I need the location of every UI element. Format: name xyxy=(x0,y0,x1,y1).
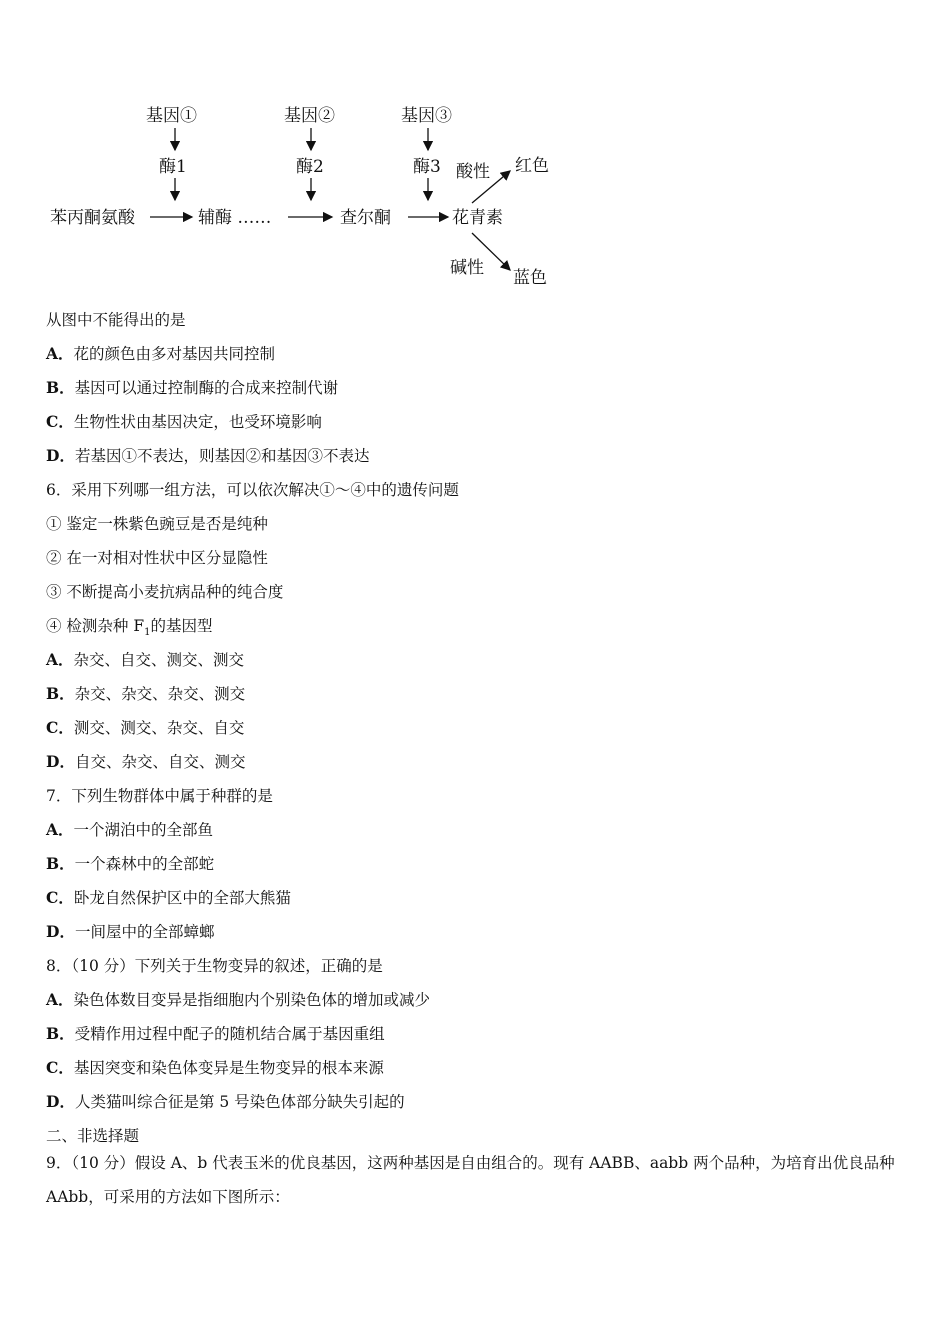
option-text: 卧龙自然保护区中的全部大熊猫 xyxy=(73,889,291,907)
option-letter: C． xyxy=(46,718,74,737)
option-text: 一间屋中的全部蟑螂 xyxy=(74,923,215,941)
q7-option-c xyxy=(46,887,291,909)
option-text: 测交、测交、杂交、自交 xyxy=(73,719,245,737)
option-text: 杂交、杂交、杂交、测交 xyxy=(74,685,246,703)
option-letter: A． xyxy=(46,990,74,1009)
option-text: 若基因①不表达，则基因②和基因③不表达 xyxy=(74,447,370,465)
option-letter: C． xyxy=(46,1058,74,1077)
enzyme1-label: 酶1 xyxy=(159,157,187,177)
option-letter: B． xyxy=(46,684,75,703)
option-text: 生物性状由基因决定，也受环境影响 xyxy=(73,413,322,431)
option-letter: D． xyxy=(46,922,75,941)
option-text: 杂交、自交、测交、测交 xyxy=(73,651,245,669)
q6-stem: 6．采用下列哪一组方法，可以依次解决①～④中的遗传问题 xyxy=(46,481,459,499)
option-letter: D． xyxy=(46,752,75,771)
option-letter: B． xyxy=(46,378,75,397)
q5-option-a xyxy=(46,343,275,365)
option-text: 染色体数目变异是指细胞内个别染色体的增加或减少 xyxy=(73,991,431,1009)
option-text: 基因突变和染色体变异是生物变异的根本来源 xyxy=(73,1059,384,1077)
coenzyme-label: 辅酶 …… xyxy=(198,208,272,228)
q6-item-4-sub: 1 xyxy=(144,627,151,639)
q6-item-4-post: 的基因型 xyxy=(150,617,213,635)
q6-item-4 xyxy=(46,615,213,644)
q6-option-a xyxy=(46,649,244,671)
chalcone-label: 查尔酮 xyxy=(340,208,391,228)
q9-text: 9．（10 分）假设 A、b 代表玉米的优良基因，这两种基因是自由组合的。现有 AABB、aabb 两个品种，为培育出优良品种 AAbb，可采用的方法如下图所示： xyxy=(46,1154,895,1206)
option-letter: B． xyxy=(46,854,75,873)
section-heading: 二、非选择题 xyxy=(46,1127,140,1145)
option-letter: A． xyxy=(46,820,74,839)
q6-option-c xyxy=(46,717,244,739)
gene1-label: 基因① xyxy=(146,106,197,126)
q6-option-b xyxy=(46,683,245,705)
q8-stem: 8．（10 分）下列关于生物变异的叙述，正确的是 xyxy=(46,957,383,975)
red-label: 红色 xyxy=(515,156,549,176)
blue-label: 蓝色 xyxy=(513,268,547,288)
gene2-label: 基因② xyxy=(284,106,335,126)
option-text: 自交、杂交、自交、测交 xyxy=(74,753,246,771)
option-letter: C． xyxy=(46,412,74,431)
q6-item-3: ③ 不断提高小麦抗病品种的纯合度 xyxy=(46,583,284,601)
q5-stem: 从图中不能得出的是 xyxy=(46,311,186,329)
q7-option-b xyxy=(46,853,214,875)
anthocyanin-pathway-diagram xyxy=(40,95,580,300)
q7-stem: 7．下列生物群体中属于种群的是 xyxy=(46,787,273,805)
option-letter: D． xyxy=(46,446,75,465)
option-text: 一个森林中的全部蛇 xyxy=(74,855,215,873)
option-text: 受精作用过程中配子的随机结合属于基因重组 xyxy=(74,1025,385,1043)
option-text: 人类猫叫综合征是第 5 号染色体部分缺失引起的 xyxy=(74,1093,405,1111)
option-letter: C． xyxy=(46,888,74,907)
acidic-label: 酸性 xyxy=(456,162,490,182)
enzyme3-label: 酶3 xyxy=(413,157,441,177)
option-text: 基因可以通过控制酶的合成来控制代谢 xyxy=(74,379,339,397)
option-letter: D． xyxy=(46,1092,75,1111)
q6-item-1: ① 鉴定一株紫色豌豆是否是纯种 xyxy=(46,515,268,533)
q8-option-a xyxy=(46,989,430,1011)
q7-option-a xyxy=(46,819,213,841)
q6-item-2: ② 在一对相对性状中区分显隐性 xyxy=(46,549,268,567)
option-letter: A． xyxy=(46,344,74,363)
q5-option-b xyxy=(46,377,338,399)
enzyme2-label: 酶2 xyxy=(296,157,324,177)
q6-item-4-pre: ④ 检测杂种 F xyxy=(46,617,145,635)
option-text: 一个湖泊中的全部鱼 xyxy=(73,821,214,839)
q5-option-d xyxy=(46,445,369,467)
anthocyanin-label: 花青素 xyxy=(452,208,503,228)
q8-option-b xyxy=(46,1023,385,1045)
q8-option-c xyxy=(46,1057,384,1079)
q6-option-d xyxy=(46,751,245,773)
phenylalanine-label: 苯丙酮氨酸 xyxy=(50,208,135,228)
q8-option-d xyxy=(46,1091,405,1113)
q5-option-c xyxy=(46,411,322,433)
alkaline-label: 碱性 xyxy=(450,258,484,278)
option-text: 花的颜色由多对基因共同控制 xyxy=(73,345,276,363)
gene3-label: 基因③ xyxy=(401,106,452,126)
q7-option-d xyxy=(46,921,214,943)
option-letter: B． xyxy=(46,1024,75,1043)
option-letter: A． xyxy=(46,650,74,669)
